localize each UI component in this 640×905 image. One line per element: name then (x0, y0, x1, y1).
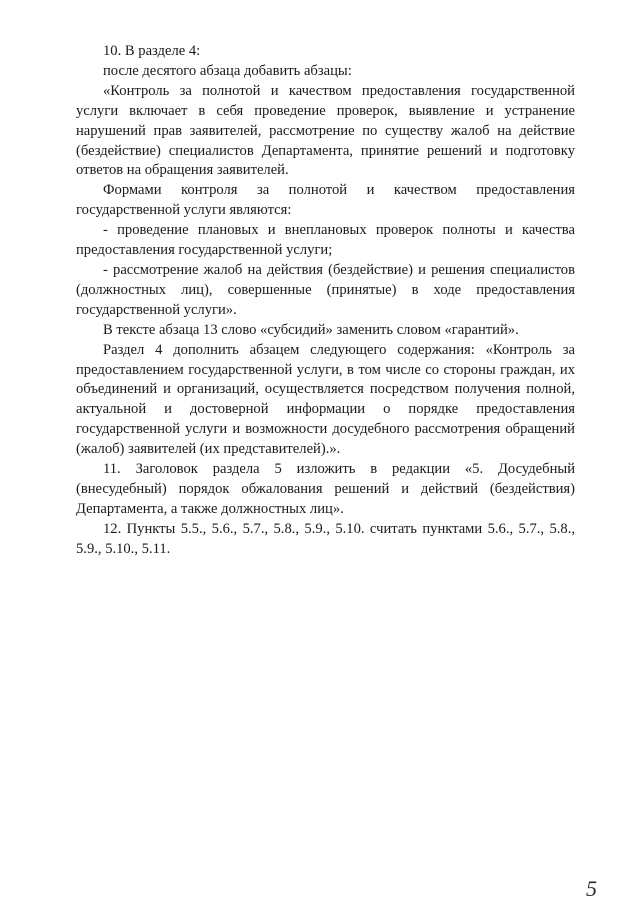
paragraph-section-5-title: 11. Заголовок раздела 5 изложить в редакции «5. Досудебный (внесудебный) порядок обжалования решений и действий (бездействия) Департамента, а также должностных лиц». (76, 461, 575, 517)
paragraph-renumbering: 12. Пункты 5.5., 5.6., 5.7., 5.8., 5.9., 5.10. считать пунктами 5.6., 5.7., 5.8., 5.9., 5.10., 5.11. (76, 520, 575, 557)
paragraph-control-definition: «Контроль за полнотой и качеством предоставления государственной услуги включает в себя проведение проверок, выявление и устранение нарушений прав заявителей, рассмотрение по существу жалоб на действие (бездействие) специалистов Департамента, принятие решений и подготовку ответов на обращения заявителей. (76, 82, 575, 179)
page-number: 5 (586, 876, 597, 901)
paragraph-section-4-heading: 10. В разделе 4: (103, 43, 201, 59)
paragraph-word-replacement: В тексте абзаца 13 слово «субсидий» заменить словом «гарантий». (103, 321, 519, 338)
paragraph-add-after-tenth: после десятого абзаца добавить абзацы: (103, 62, 352, 79)
paragraph-section-4-addition: Раздел 4 дополнить абзацем следующего содержания: «Контроль за предоставлением государственной услуги, в том числе со стороны граждан, их объединений и организаций, осуществляется посредством получения полной, актуальной и достоверной информации о порядке предоставления государственной услуги и возможности досудебного рассмотрения обращений (жалоб) заявителей (их представителей).». (76, 341, 575, 458)
paragraph-list-item-inspections: - проведение плановых и внеплановых проверок полноты и качества предоставления государственной услуги; (76, 222, 575, 259)
paragraph-control-forms: Формами контроля за полнотой и качеством предоставления государственной услуги являются: (76, 182, 575, 219)
document-body (76, 42, 575, 560)
paragraph-list-item-complaints: - рассмотрение жалоб на действия (бездействие) и решения специалистов (должностных лиц), совершенные (принятые) в ходе предоставления государственной услуги». (76, 261, 575, 318)
